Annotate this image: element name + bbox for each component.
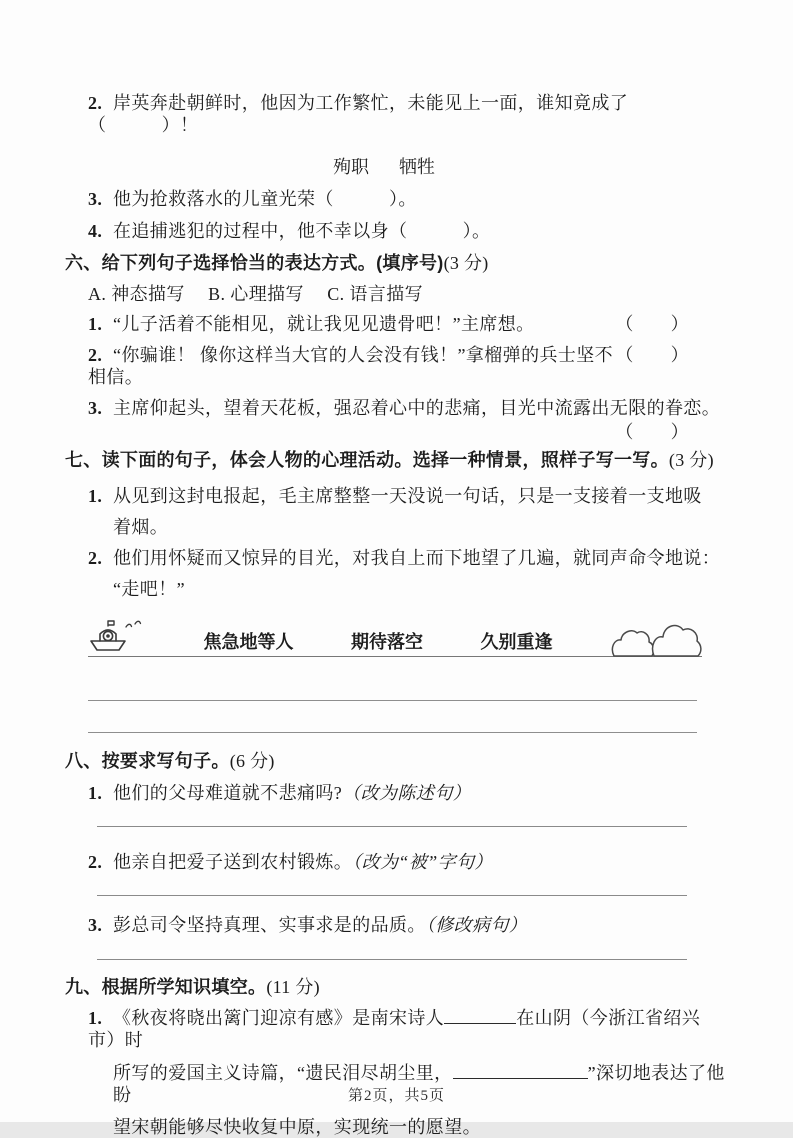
question-8-1 <box>88 782 727 804</box>
answer-parens: （ ） <box>615 345 689 365</box>
answer-parens: （ ） <box>615 422 689 442</box>
question-text: 所写的爱国主义诗篇，“遗民泪尽胡尘里， <box>113 1063 453 1083</box>
question-text-wrap <box>88 313 535 335</box>
boat-icon <box>88 617 146 655</box>
question-number: 1. <box>88 783 103 803</box>
scenario-option: 焦急地等人 <box>203 632 294 652</box>
scenario-option: 久别重逢 <box>480 632 553 652</box>
question-number: 1. <box>88 314 103 334</box>
question-6-2 <box>88 344 727 388</box>
section-points: (11 分) <box>266 977 320 997</box>
section-7-title <box>65 449 727 471</box>
question-8-3 <box>88 914 727 936</box>
question-7-2 <box>88 547 727 569</box>
question-text: 从见到这封电报起，毛主席整整一天没说一句话，只是一支接着一支地吸 <box>113 486 702 506</box>
question-9-1-continued: 望宋朝能够尽快收复中原，实现统一的愿望。 <box>113 1117 481 1137</box>
question-number: 2. <box>88 852 103 872</box>
question-text: 在山阴（今浙江省绍兴市）时 <box>88 1008 701 1050</box>
section-title-text: 八、按要求写句子。 <box>65 751 230 771</box>
answer-line <box>97 936 687 960</box>
question-number: 3. <box>88 189 103 209</box>
question-number: 2. <box>88 93 103 113</box>
fill-in-blank <box>453 1062 588 1079</box>
word-bank <box>53 153 715 179</box>
question-text: 彭总司令坚持真理、实事求是的品质。 <box>113 915 426 935</box>
question-5-3 <box>88 188 727 210</box>
question-text: 岸英奔赴朝鲜时，他因为工作繁忙，未能见上一面，谁知竟成了（ ）！ <box>88 93 629 135</box>
question-text: 他们用怀疑而又惊异的目光，对我自上而下地望了几遍，就同声命令地说： <box>113 548 721 568</box>
question-number: 2. <box>88 548 103 568</box>
scenario-option: 期待落空 <box>351 632 423 652</box>
question-6-3-answer <box>65 421 727 443</box>
section-8-title <box>65 750 727 772</box>
section-9-title <box>65 976 727 998</box>
scenario-phrases <box>146 628 610 656</box>
question-text: 他为抢救落水的儿童光荣（ ）。 <box>113 189 417 209</box>
question-9-1 <box>88 1007 727 1051</box>
word-bank-word: 殉职 <box>333 157 369 177</box>
section-title-text: 七、读下面的句子，体会人物的心理活动。选择一种情景，照样子写一写。 <box>65 450 669 470</box>
section-points: (3 分) <box>443 253 489 273</box>
section-title-text: 九、根据所学知识填空。 <box>65 977 267 997</box>
question-text: 在追捕逃犯的过程中，他不幸以身（ ）。 <box>113 221 491 241</box>
page-number: 第2页，共5页 <box>347 1088 445 1104</box>
question-number: 1. <box>88 486 103 506</box>
question-text: 他亲自把爱子送到农村锻炼。 <box>113 852 353 872</box>
question-text: “你骗谁！ 像你这样当大官的人会没有钱！”拿榴弹的兵士坚不相信。 <box>88 345 614 387</box>
section-points: (3 分) <box>668 450 714 470</box>
answer-parens: （ ） <box>615 314 689 334</box>
question-text: 他们的父母难道就不悲痛吗? <box>113 783 343 803</box>
question-number: 4. <box>88 221 103 241</box>
question-7-1-continued: 着烟。 <box>113 517 169 537</box>
answer-line <box>97 873 687 896</box>
question-number: 2. <box>88 345 103 365</box>
answer-line <box>97 804 687 827</box>
question-instruction: （改为“被”字句） <box>352 852 493 872</box>
section-6-options: A. 神态描写 B. 心理描写 C. 语言描写 <box>88 284 424 304</box>
question-5-2 <box>88 92 727 136</box>
writing-line <box>88 701 697 733</box>
section-6-title <box>65 252 727 274</box>
fill-in-blank <box>444 1007 516 1024</box>
question-instruction: （改为陈述句） <box>342 783 472 803</box>
question-7-2-continued: “走吧！” <box>113 579 185 599</box>
question-number: 3. <box>88 915 103 935</box>
question-8-2 <box>88 851 727 873</box>
question-text: 主席仰起头，望着天花板，强忍着心中的悲痛，目光中流露出无限的眷恋。 <box>113 398 721 418</box>
question-number: 1. <box>88 1008 103 1028</box>
question-5-4 <box>88 220 727 242</box>
question-6-3 <box>88 397 727 419</box>
writing-line <box>88 657 697 701</box>
scenario-banner <box>88 608 702 657</box>
question-text: 《秋夜将晓出篱门迎凉有感》是南宋诗人 <box>113 1008 445 1028</box>
question-number: 3. <box>88 398 103 418</box>
clouds-icon <box>610 610 702 658</box>
question-text: ”深切地表达了他盼 <box>113 1063 725 1105</box>
question-instruction: （修改病句） <box>425 915 528 935</box>
question-7-1 <box>88 485 727 507</box>
question-text: “儿子活着不能相见，就让我见见遗骨吧！”主席想。 <box>113 314 535 334</box>
question-6-1 <box>88 313 727 335</box>
question-text-wrap <box>88 344 615 388</box>
section-title-text: 六、给下列句子选择恰当的表达方式。(填序号) <box>65 253 444 273</box>
section-points: (6 分) <box>229 751 275 771</box>
word-bank-word: 牺牲 <box>399 157 435 177</box>
